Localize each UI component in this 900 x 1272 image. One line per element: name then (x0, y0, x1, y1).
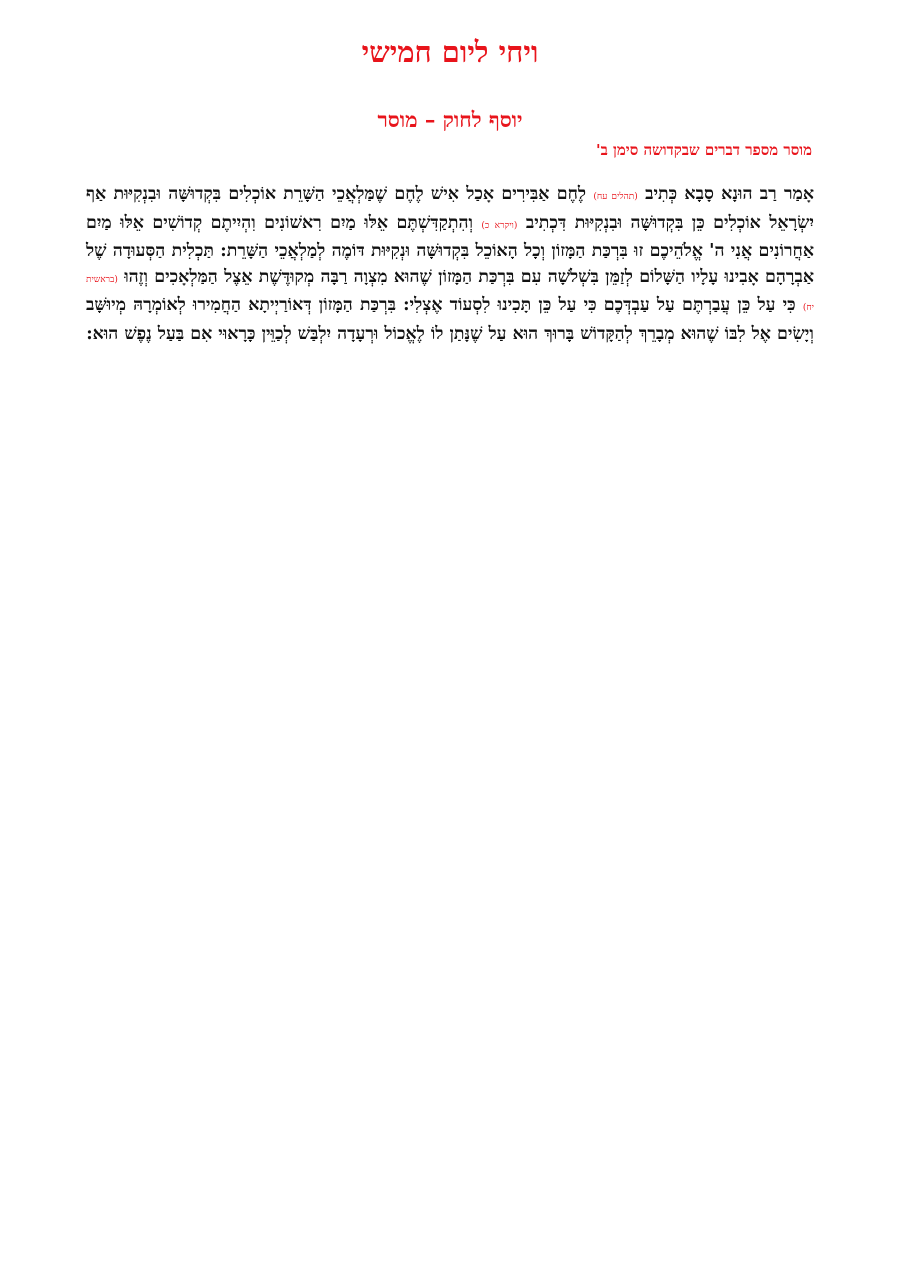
scripture-reference: (תהלים עח) (593, 192, 638, 202)
page-title: ויחי ליום חמישי (361, 35, 539, 69)
text-segment: כִּי עַל כֵּן עֲבַרְתֶּם עַל עַבְדְּכֶם כִּי עַל כֵּן תָּכִינוּ לִסְעוֹד אֶצְלִי: בִּרְכַּת הַמָּזוֹן דְּאוֹרַיְיתָא הַחֲמִירוּ לְאוֹמְרָהּ מְיוּשָּׁב וְיָשִׂים אֶל לִבּוֹ שֶׁהוּא מְבָרֵךְ לְהַקָּדוֹשׁ בָּרוּךְ הוּא עַל שֶׁנָּתַן לוֹ לֶאֱכוֹל וּרְעָדָה יִלְבַּשׁ לְכַוֵּין כָּרָאוּי אִם בַּעַל נֶפֶשׁ הוּא: (86, 295, 814, 344)
text-segment: וְהִתְקַדִּשְׁתֶּם אֵלּוּ מַיִם רִאשׁוֹנִים וִהְיִיתֶם קְדוֹשִׁים אֵלּוּ מַיִם אַחֲרוֹנִים אֲנִי ה' אֱלֹהֵיכֶם זוּ בִּרְכַּת הַמָּזוֹן וְכָל הָאוֹכֵל בִּקְדוּשָּׁה וּנְקִיּוּת דּוֹמֶה לְמַלְאֲכֵי הַשָּׁרֵת: תַּכְלִית הַסְּעוּדָה שֶׁל אַבְרָהָם אָבִינוּ עָלָיו הַשָּׁלוֹם לְזַמֵּן בִּשְׁלֹשָׁה עִם בִּרְכַּת הַמָּזוֹן שֶׁהוּא מִצְוָה רַבָּה מְקוּדֶּשֶׁת אֵצֶל הַמַּלְאָכִים וְזֶהוּ (86, 212, 814, 287)
text-segment: אָמַר רַב הוּנָא סָבָא כְּתִיב (645, 184, 815, 204)
page-subtitle: יוסף לחוק – מוסר (377, 107, 523, 132)
scripture-reference: (ויקרא כ) (481, 220, 518, 231)
scripture-reference: (בראשית יח) (86, 274, 815, 313)
source-citation: מוסר מספר דברים שבקדושה סימן ב' (596, 141, 812, 159)
text-segment: לֶחֶם אַבִּירִים אָכַל אִישׁ לֶחֶם שֶׁמַּלְאֲכֵי הַשָּׁרֵת אוֹכְלִים בִּקְדוּשָּׁה וּבִנְקִיּוּת אַף יִשְׂרָאֵל אוֹכְלִים כֵּן בִּקְדוּשָּׁה וּבִנְקִיּוּת דִּכְתִיב (86, 184, 814, 233)
body-paragraph (86, 182, 814, 347)
